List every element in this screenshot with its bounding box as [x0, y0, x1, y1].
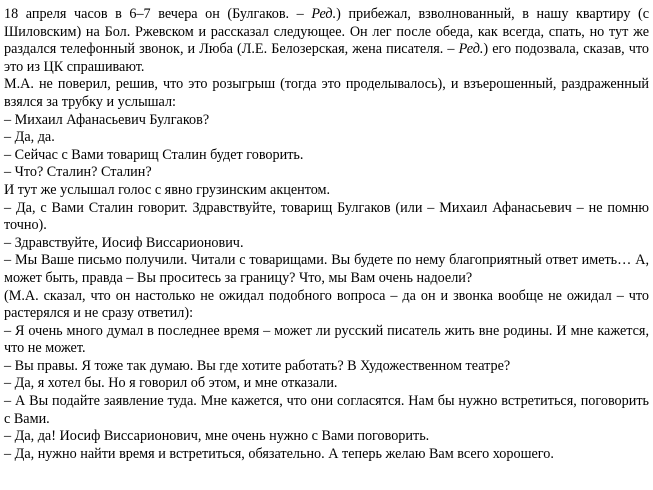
text-run: – Я очень много думал в последнее время – может ли русский писатель жить вне родины. И мне кажется, что не может. [4, 322, 649, 357]
paragraph [4, 288, 649, 323]
text-run: – Мы Ваше письмо получили. Читали с товарищами. Вы будете по нему благоприятный ответ иметь… А, может быть, правда – Вы проситесь за границу? Что, мы Вам очень надоели? [4, 252, 649, 286]
text-run: – Здравствуйте, Иосиф Виссарионович. [4, 234, 244, 251]
text-run: ) его подозвала, сказав, что это из ЦК спрашивают. [4, 41, 649, 75]
text-run: – А Вы подайте заявление туда. Мне кажется, что они согласятся. Нам бы нужно встретиться, поговорить с Вами. [4, 393, 649, 427]
paragraph [4, 164, 649, 182]
text-run: – Вы правы. Я тоже так думаю. Вы где хотите работать? В Художественном театре? [4, 357, 511, 374]
paragraph [4, 147, 649, 165]
paragraph [4, 446, 649, 464]
text-run: – Михаил Афанасьевич Булгаков? [4, 111, 210, 128]
text-run: – Да, нужно найти время и встретиться, обязательно. А теперь желаю Вам всего хорошего. [4, 445, 554, 462]
paragraph [4, 358, 649, 376]
text-run: – Да, да! Иосиф Виссарионович, мне очень нужно с Вами поговорить. [4, 428, 430, 445]
text-run: М.А. не поверил, решив, что это розыгрыш (тогда это проделывалось), и взъерошенный, раздраженный взялся за трубку и услышал: [4, 76, 649, 110]
paragraph [4, 252, 649, 287]
text-run: – Сейчас с Вами товарищ Сталин будет говорить. [4, 146, 304, 163]
editor-note: Ред. [458, 41, 484, 58]
text-run: – Да, я хотел бы. Но я говорил об этом, и мне отказали. [4, 375, 338, 392]
paragraph [4, 235, 649, 253]
paragraph [4, 112, 649, 130]
memoir-text [4, 6, 649, 463]
paragraph [4, 129, 649, 147]
paragraph [4, 182, 649, 200]
paragraph [4, 323, 649, 358]
text-run: 18 апреля часов в 6–7 вечера он (Булгаков. – [4, 6, 312, 22]
text-run: И тут же услышал голос с явно грузинским акцентом. [4, 181, 331, 198]
paragraph [4, 375, 649, 393]
text-run: – Что? Сталин? Сталин? [4, 164, 152, 181]
paragraph [4, 76, 649, 111]
paragraph [4, 428, 649, 446]
paragraph [4, 6, 649, 76]
text-run: – Да, с Вами Сталин говорит. Здравствуйте, товарищ Булгаков (или – Михаил Афанасьевич – не помню точно). [4, 199, 649, 234]
text-run: – Да, да. [4, 129, 55, 146]
text-run: (М.А. сказал, что он настолько не ожидал подобного вопроса – да он и звонка вообще не ожидал – что растерялся и не сразу ответил): [4, 287, 649, 322]
text-run: ) прибежал, взволнованный, в нашу квартиру (с Шиловским) на Бол. Ржевском и рассказал следующее. Он лег после обеда, как всегда, спать, но тут же раздался телефонный звонок, и Люба (Л.Е. Белозерская, жена писателя. – [4, 6, 649, 58]
editor-note: Ред. [311, 6, 337, 22]
paragraph [4, 393, 649, 428]
paragraph [4, 200, 649, 235]
